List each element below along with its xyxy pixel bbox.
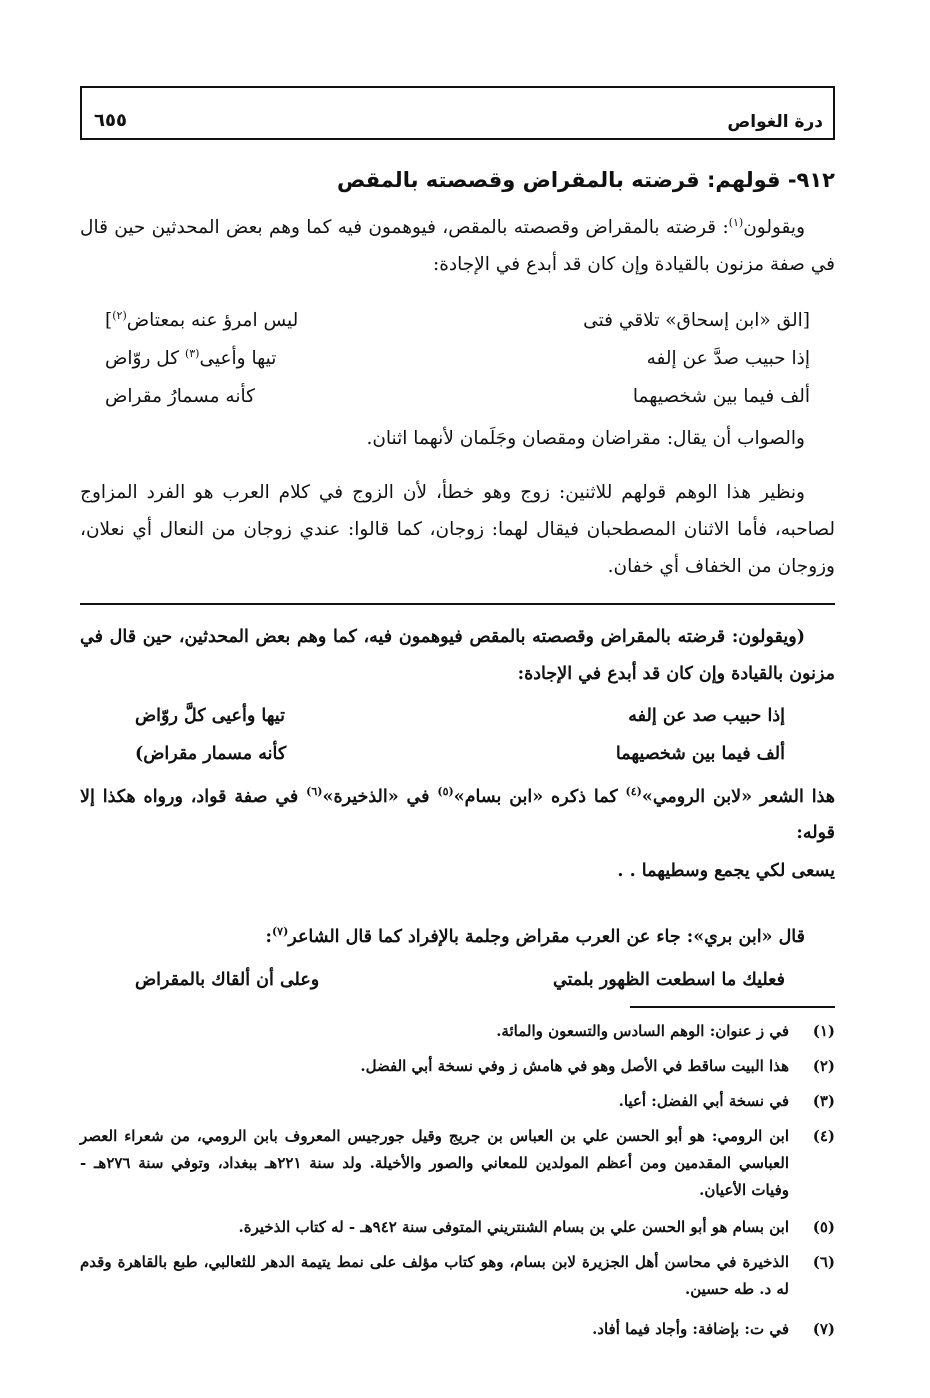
- verse-line: [105, 342, 810, 376]
- verse-hemistich-right: ألف فيما بين شخصيهما: [615, 744, 785, 764]
- verse-hemistich-left: كأنه مسمار مقراض): [135, 744, 287, 764]
- verse-hemistich-right: إذا حبيب صدَّ عن إلفه: [646, 348, 810, 369]
- footnote: [80, 1123, 835, 1204]
- entry-title: ٩١٢- قولهم: قرضته بالمقراض وقصصته بالمقص: [336, 168, 835, 192]
- ibn-barri-paragraph: [80, 919, 835, 956]
- verse-hemistich-right: فعليك ما اسطعت الظهور بلمتي: [553, 970, 785, 990]
- verse-left-text: ليس امرؤ عنه بمعتاض: [126, 310, 299, 331]
- verse-left-text: تيها وأعيى: [199, 348, 277, 369]
- verse-hemistich-left: [105, 304, 298, 338]
- running-title: درة الغواص: [727, 112, 823, 132]
- bracket-close: ]: [105, 310, 113, 331]
- variant-line: يسعى لكي يجمع وسطيهما . .: [617, 861, 835, 881]
- verse-left-text: كل روّاض: [105, 348, 185, 369]
- footnote-text: هذا البيت ساقط في الأصل وهو في هامش ز وفي نسخة أبي الفضل.: [360, 1057, 789, 1075]
- footnote-ref: (٧): [271, 925, 289, 939]
- intro-text-b: : قرضته بالمقراض وقصصته بالمقص، فيوهمون فيه كما وهم بعض المحدثين حين قال في صفة مزنون بالقيادة وإن كان قد أبدع في الإجادة:: [80, 217, 835, 275]
- footnote: [80, 1053, 835, 1080]
- correction-paragraph: والصواب أن يقال: مقراضان ومقصان وجَلَمان لأنهما اثنان.: [366, 428, 805, 449]
- ibn-barri-text: :: [265, 927, 272, 947]
- footnote: [80, 1249, 835, 1303]
- verse-hemistich-right: إذا حبيب صد عن إلفه: [628, 706, 785, 726]
- footnote-ref: (٦): [306, 785, 323, 799]
- footnote-number: (٣): [812, 1092, 835, 1110]
- footnote-text: الذخيرة في محاسن أهل الجزيرة لابن بسام، وهو كتاب مؤلف على نمط يتيمة الدهر للثعالبي، طبع بالقاهرة وقدم له د. طه حسين.: [80, 1253, 789, 1298]
- attribution-text: في «الذخيرة»: [322, 787, 438, 807]
- footnote-number: (٤): [812, 1127, 835, 1145]
- footnote-text: في ت: بإضافة: وأجاد فيما أفاد.: [592, 1320, 789, 1338]
- footnote-ref: (٥): [437, 785, 454, 799]
- verse-hemistich-left: وعلى أن ألقاك بالمقراض: [135, 970, 320, 990]
- footnote: [80, 1018, 835, 1045]
- footnote-number: (١): [812, 1022, 835, 1040]
- footnote-text: ابن الرومي: هو أبو الحسن علي بن العباس بن جريج وقيل جورجيس المعروف بابن الرومي، من شعراء العصر العباسي المقدمين ومن أعظم المولدين للمعاني والصور والأخيلة. ولد سنة ٢٢١هـ ببغداد، وتوفي سنة ٢٧٦هـ - وفيات الأعيان.: [80, 1127, 789, 1199]
- intro-text-a: ويقولون: [743, 217, 805, 238]
- footnote: [80, 1088, 835, 1115]
- footnote: [80, 1316, 835, 1343]
- verse-line: [105, 380, 810, 414]
- page-header: [80, 86, 835, 140]
- analogy-paragraph: ونظير هذا الوهم قولهم للاثنين: زوج وهو خطأ، لأن الزوج في كلام العرب هو الفرد المزاوج لصاحبه، فأما الاثنان المصطحبان فيقال لهما: زوجان، كما قالوا: عندي زوجان من النعال أي نعلان، وزوجان من الخفاف أي خفان.: [80, 482, 835, 577]
- entry-intro: [80, 209, 835, 283]
- footnote-text: ابن بسام هو أبو الحسن علي بن بسام الشنتريني المتوفى سنة ٩٤٢هـ - له كتاب الذخيرة.: [238, 1218, 789, 1236]
- verse-hemistich-left: كأنه مسمارُ مقراض: [105, 386, 255, 407]
- verse-hemistich-left: [105, 342, 276, 376]
- footnote-number: (٢): [812, 1057, 835, 1075]
- footnote-separator: [630, 1006, 835, 1008]
- footnote-number: (٧): [812, 1320, 835, 1338]
- footnote: [80, 1214, 835, 1241]
- page-number: ٦٥٥: [94, 110, 127, 131]
- footnote-text: في نسخة أبي الفضل: أعيا.: [618, 1092, 789, 1110]
- section-divider: [80, 603, 835, 605]
- footnote-ref: (٤): [625, 785, 642, 799]
- footnote-ref: (٢): [112, 308, 127, 322]
- commentary-opening: (ويقولون: قرضته بالمقراض وقصصته بالمقص فيوهمون فيه، كما وهم بعض المحدثين، حين قال في مزنون بالقيادة وإن كان قد أبدع في الإجادة:: [80, 627, 835, 684]
- verse-hemistich-right: [الق «ابن إسحاق» تلاقي فتى: [583, 310, 810, 331]
- verse-hemistich-left: تيها وأعيى كلَّ روّاض: [135, 706, 285, 726]
- footnote-ref: (١): [728, 215, 744, 229]
- verse-hemistich-right: ألف فيما بين شخصيهما: [632, 386, 810, 407]
- ibn-barri-text: قال «ابن بري»: جاء عن العرب مقراض وجلمة بالإفراد كما قال الشاعر: [288, 927, 805, 947]
- commentary-verse-line: [135, 737, 785, 771]
- attribution-text: هذا الشعر «لابن الرومي»: [641, 787, 835, 807]
- verse-line: [105, 304, 810, 338]
- footnote-number: (٥): [812, 1218, 835, 1236]
- attribution-paragraph: [80, 779, 835, 851]
- attribution-text: في صفة قواد، ورواه هكذا إلا قوله:: [80, 787, 835, 843]
- commentary-verse-line: [135, 963, 785, 997]
- commentary-verse-line: [135, 699, 785, 733]
- attribution-text: كما ذكره «ابن بسام»: [453, 787, 626, 807]
- footnote-ref: (٣): [184, 346, 200, 360]
- footnote-text: في ز عنوان: الوهم السادس والتسعون والمائة.: [496, 1022, 789, 1040]
- footnote-number: (٦): [812, 1253, 835, 1271]
